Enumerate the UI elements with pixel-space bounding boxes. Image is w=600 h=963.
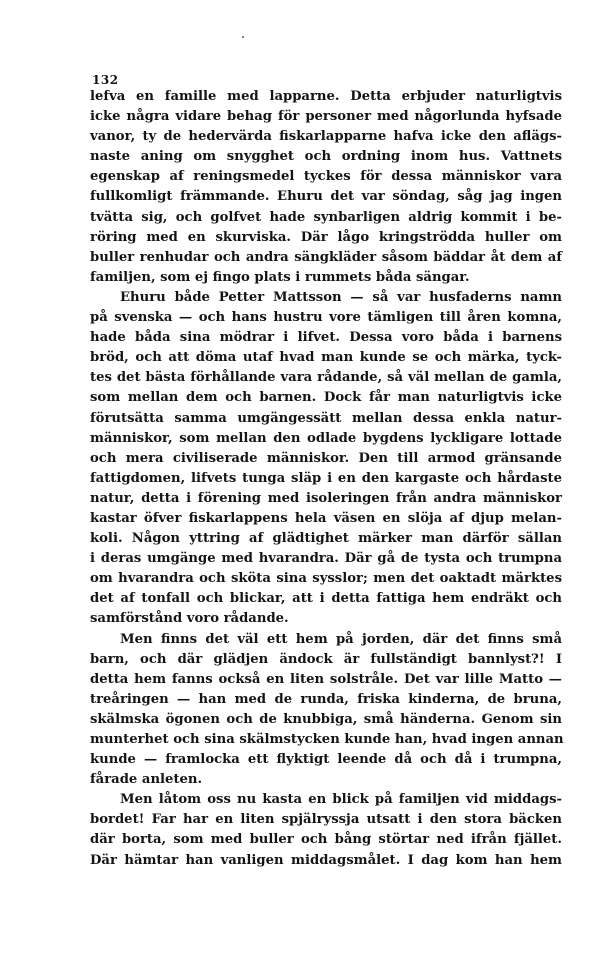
text-line: tes det bästa förhållande vara rådande, så väl mellan de gamla,: [90, 370, 562, 386]
text-line: familjen, som ej fingo plats i rummets båda sängar.: [90, 269, 470, 285]
text-line: samförstånd voro rådande.: [90, 611, 289, 627]
text-line: fattigdomen, lifvets tunga släp i en den kargaste och hårdaste: [90, 470, 562, 486]
text-line: på svenska — och hans hustru vore tämligen till åren komna,: [90, 310, 562, 326]
text-line: som mellan dem och barnen. Dock får man naturligtvis icke: [90, 390, 562, 406]
text-line: i deras umgänge med hvarandra. Där gå de tysta och trumpna: [90, 551, 562, 567]
text-line: buller renhudar och andra sängkläder såsom bäddar åt dem af: [90, 249, 562, 265]
text-line: kastar öfver fiskarlappens hela väsen en slöja af djup melan-: [90, 510, 562, 526]
text-line: egenskap af reningsmedel tyckes för dessa människor vara: [90, 169, 562, 185]
text-line: fårade anleten.: [90, 772, 203, 788]
text-line: det af tonfall och blickar, att i detta fattiga hem endräkt och: [90, 591, 562, 607]
text-line: naste aning om snygghet och ordning inom hus. Vattnets: [90, 149, 562, 165]
text-line: treåringen — han med de runda, friska kinderna, de bruna,: [90, 691, 562, 707]
text-line: lefva en famille med lapparne. Detta erbjuder naturligtvis: [90, 89, 562, 104]
page-number: 132: [92, 73, 119, 87]
text-line: kunde — framlocka ett flyktigt leende då och då i trumpna,: [90, 752, 562, 768]
text-line: hade båda sina mödrar i lifvet. Dessa voro båda i barnens: [90, 330, 562, 346]
text-line: bordet! Far har en liten spjälryssja utsatt i den stora bäcken: [90, 812, 562, 828]
text-line: människor, som mellan den odlade bygdens lyckligare lottade: [90, 430, 562, 446]
text-line: tvätta sig, och golfvet hade synbarligen aldrig kommit i be-: [90, 209, 562, 225]
text-line: Men låtom oss nu kasta en blick på familjen vid middags-: [120, 792, 562, 808]
text-line: där borta, som med buller och bång störtar ned ifrån fjället.: [90, 832, 562, 848]
text-line: vanor, ty de hedervärda fiskarlapparne hafva icke den aflägs-: [90, 129, 562, 145]
body-text: [90, 87, 562, 871]
text-line: Där hämtar han vanligen middagsmålet. I dag kom han hem: [90, 852, 562, 868]
text-line: röring med en skurviska. Där lågo kringströdda huller om: [90, 229, 562, 245]
ink-speck: [242, 36, 244, 38]
text-line: Men finns det väl ett hem på jorden, där det finns små: [120, 631, 562, 647]
text-line: Ehuru både Petter Mattsson — så var husfaderns namn: [120, 289, 562, 305]
text-line: förutsätta samma umgängessätt mellan dessa enkla natur-: [90, 410, 562, 426]
text-line: om hvarandra och sköta sina sysslor; men det oaktadt märktes: [90, 571, 562, 587]
text-line: skälmska ögonen och de knubbiga, små händerna. Genom sin: [90, 711, 562, 727]
text-line: bröd, och att döma utaf hvad man kunde se och märka, tyck-: [90, 350, 562, 366]
text-line: munterhet och sina skälmstycken kunde han, hvad ingen annan: [90, 732, 564, 747]
text-line: koli. Någon yttring af glädtighet märker man därför sällan: [90, 531, 562, 547]
text-line: och mera civiliserade människor. Den till armod gränsande: [90, 450, 562, 466]
text-line: natur, detta i förening med isoleringen från andra människor: [90, 490, 562, 506]
text-line: barn, och där glädjen ändock är fullständigt bannlyst?! I: [90, 651, 562, 667]
text-line: detta hem fanns också en liten solstråle. Det var lille Matto —: [90, 671, 562, 687]
text-line: icke några vidare behag för personer med någorlunda hyfsade: [90, 109, 562, 125]
text-line: fullkomligt främmande. Ehuru det var söndag, såg jag ingen: [90, 189, 562, 205]
